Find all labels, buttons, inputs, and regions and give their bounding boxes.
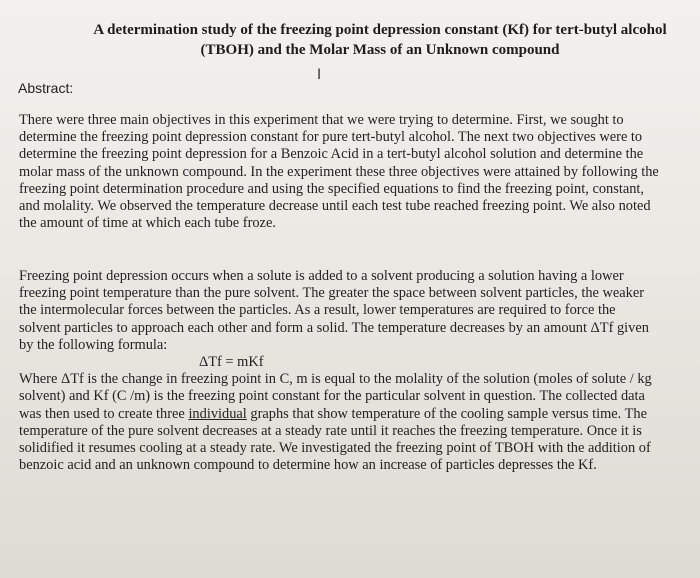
background-intro: Freezing point depression occurs when a solute is added to a solvent producing a solution having a lower freezing point temperature than the pure solvent. The greater the space between solvent particles, the weaker the intermolecular forces between the particles. As a result, lower temperatures are required to force the solvent particles to approach each other and form a solid. The temperature decreases by an amount ΔTf given by the following formula: — [19, 268, 649, 353]
abstract-label: Abstract: — [18, 80, 74, 96]
background-paragraph — [19, 268, 659, 474]
title-line-2: (TBOH) and the Molar Mass of an Unknown compound — [200, 42, 560, 58]
underlined-word: individual — [188, 405, 247, 422]
title-line-1: A determination study of the freezing point depression constant (Kf) for tert-butyl alcohol — [93, 22, 667, 38]
freezing-point-formula: ΔTf = mKf — [199, 354, 264, 371]
background-body-before: Where ΔTf is the change in freezing point in C, m is equal to the molality of the solution (moles of solute / kg solvent) and Kf (C /m) is the freezing point constant for the particular solvent in question. The collected data was then used to create three — [19, 371, 652, 422]
text-cursor-icon: I — [317, 67, 322, 83]
background-body-after: graphs that show temperature of the cooling sample versus time. The temperature of the pure solvent decreases at a steady rate until it reaches the freezing temperature. Once it is solidified it resumes cooling at a steady rate. We investigated the freezing point of TBOH with the addition of benzoic acid and an unknown compound to determine how an increase of particles depresses the Kf. — [19, 405, 651, 474]
document-title — [60, 20, 700, 60]
abstract-paragraph: There were three main objectives in this experiment that we were trying to determine. First, we sought to determine the freezing point depression constant for pure tert-butyl alcohol. The next two objectives were to determine the freezing point depression for a Benzoic Acid in a tert-butyl alcohol solution and determine the molar mass of the unknown compound. In the experiment these three objectives were attained by following the freezing point determination procedure and using the specified equations to find the freezing point, constant, and molality. We observed the temperature decrease until each test tube reached freezing point. We also noted the amount of time at which each tube froze. — [19, 112, 659, 232]
